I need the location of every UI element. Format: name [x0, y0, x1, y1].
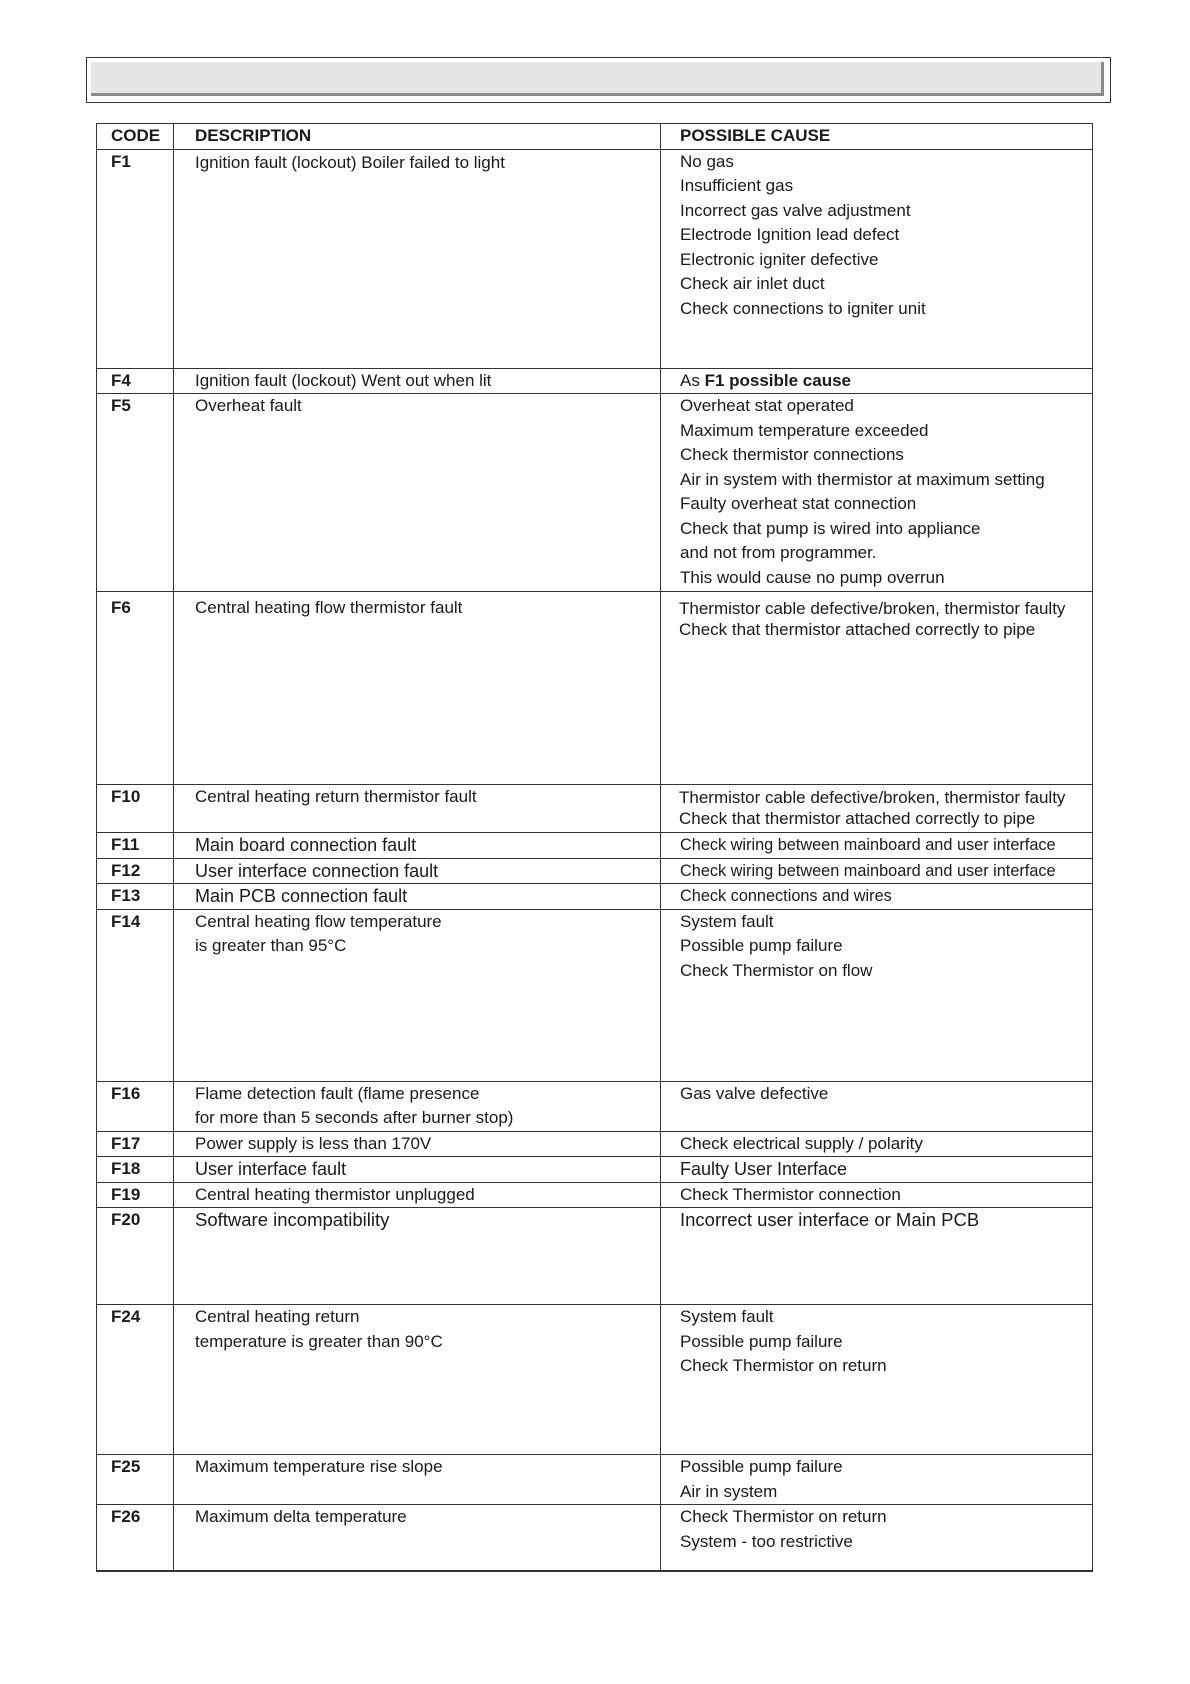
- fault-cause: Gas valve defective: [661, 1081, 1093, 1131]
- fault-cause: Check Thermistor connection: [661, 1182, 1093, 1208]
- fault-description: Main PCB connection fault: [174, 884, 661, 910]
- fault-code: F17: [97, 1131, 174, 1157]
- table-row: [97, 592, 1093, 785]
- section-header-bar: [86, 57, 1111, 103]
- table-row: [97, 1305, 1093, 1455]
- table-row: [97, 884, 1093, 910]
- table-row: [97, 149, 1093, 368]
- header-code: CODE: [97, 124, 174, 150]
- fault-cause: Possible pump failure Air in system: [661, 1455, 1093, 1505]
- fault-cause: Overheat stat operated Maximum temperature exceeded Check thermistor connections Air in system with thermistor at maximum setting Faulty overheat stat connection Check that pump is wired into appliance and not from programmer. This would cause no pump overrun: [661, 394, 1093, 592]
- fault-description: Flame detection fault (flame presence for more than 5 seconds after burner stop): [174, 1081, 661, 1131]
- fault-description: Central heating flow temperature is greater than 95°C: [174, 909, 661, 1081]
- table-row: [97, 1208, 1093, 1305]
- fault-code: F11: [97, 833, 174, 859]
- table-row: [97, 858, 1093, 884]
- table-row: [97, 785, 1093, 833]
- fault-description: Maximum delta temperature: [174, 1505, 661, 1571]
- fault-cause: Faulty User Interface: [661, 1157, 1093, 1183]
- fault-cause: System fault Possible pump failure Check Thermistor on return: [661, 1305, 1093, 1455]
- fault-code: F10: [97, 785, 174, 833]
- fault-description: Maximum temperature rise slope: [174, 1455, 661, 1505]
- section-header-fill: [91, 62, 1104, 96]
- fault-code: F1: [97, 149, 174, 368]
- fault-description: Central heating return temperature is greater than 90°C: [174, 1305, 661, 1455]
- fault-description: Central heating thermistor unplugged: [174, 1182, 661, 1208]
- fault-cause: No gas Insufficient gas Incorrect gas valve adjustment Electrode Ignition lead defect Electronic igniter defective Check air inlet duct Check connections to igniter unit: [661, 149, 1093, 368]
- fault-description: Main board connection fault: [174, 833, 661, 859]
- fault-cause: Check wiring between mainboard and user interface: [661, 858, 1093, 884]
- fault-code: F6: [97, 592, 174, 785]
- table-row: [97, 909, 1093, 1081]
- fault-description: User interface connection fault: [174, 858, 661, 884]
- fault-code: F18: [97, 1157, 174, 1183]
- table-row: [97, 1182, 1093, 1208]
- fault-code: F16: [97, 1081, 174, 1131]
- fault-description: User interface fault: [174, 1157, 661, 1183]
- fault-code: F14: [97, 909, 174, 1081]
- fault-cause: Check wiring between mainboard and user interface: [661, 833, 1093, 859]
- fault-cause: Thermistor cable defective/broken, thermistor faulty Check that thermistor attached correctly to pipe: [661, 785, 1093, 833]
- fault-cause: Check connections and wires: [661, 884, 1093, 910]
- fault-code: F5: [97, 394, 174, 592]
- header-possible-cause: POSSIBLE CAUSE: [661, 124, 1093, 150]
- fault-code: F25: [97, 1455, 174, 1505]
- table-row: [97, 1157, 1093, 1183]
- table-header-row: [97, 124, 1093, 150]
- fault-code: F26: [97, 1505, 174, 1571]
- table-row: [97, 1505, 1093, 1571]
- table-row: [97, 833, 1093, 859]
- fault-code: F4: [97, 368, 174, 394]
- fault-code: F20: [97, 1208, 174, 1305]
- fault-description: Ignition fault (lockout) Boiler failed to light: [174, 149, 661, 368]
- table-row: [97, 394, 1093, 592]
- table-row: [97, 368, 1093, 394]
- fault-cause: Thermistor cable defective/broken, thermistor faulty Check that thermistor attached correctly to pipe: [661, 592, 1093, 785]
- fault-code: F24: [97, 1305, 174, 1455]
- table-row: [97, 1455, 1093, 1505]
- fault-cause: Check electrical supply / polarity: [661, 1131, 1093, 1157]
- fault-cause: As F1 possible cause: [661, 368, 1093, 394]
- fault-cause: Check Thermistor on return System - too restrictive: [661, 1505, 1093, 1571]
- fault-description: Software incompatibility: [174, 1208, 661, 1305]
- fault-cause: Incorrect user interface or Main PCB: [661, 1208, 1093, 1305]
- table-row: [97, 1081, 1093, 1131]
- fault-code: F12: [97, 858, 174, 884]
- fault-code: F13: [97, 884, 174, 910]
- fault-description: Ignition fault (lockout) Went out when lit: [174, 368, 661, 394]
- fault-description: Central heating return thermistor fault: [174, 785, 661, 833]
- fault-description: Power supply is less than 170V: [174, 1131, 661, 1157]
- fault-code: F19: [97, 1182, 174, 1208]
- fault-cause: System fault Possible pump failure Check Thermistor on flow: [661, 909, 1093, 1081]
- fault-description: Central heating flow thermistor fault: [174, 592, 661, 785]
- fault-code-table: [96, 123, 1093, 1572]
- fault-description: Overheat fault: [174, 394, 661, 592]
- table-row: [97, 1131, 1093, 1157]
- header-description: DESCRIPTION: [174, 124, 661, 150]
